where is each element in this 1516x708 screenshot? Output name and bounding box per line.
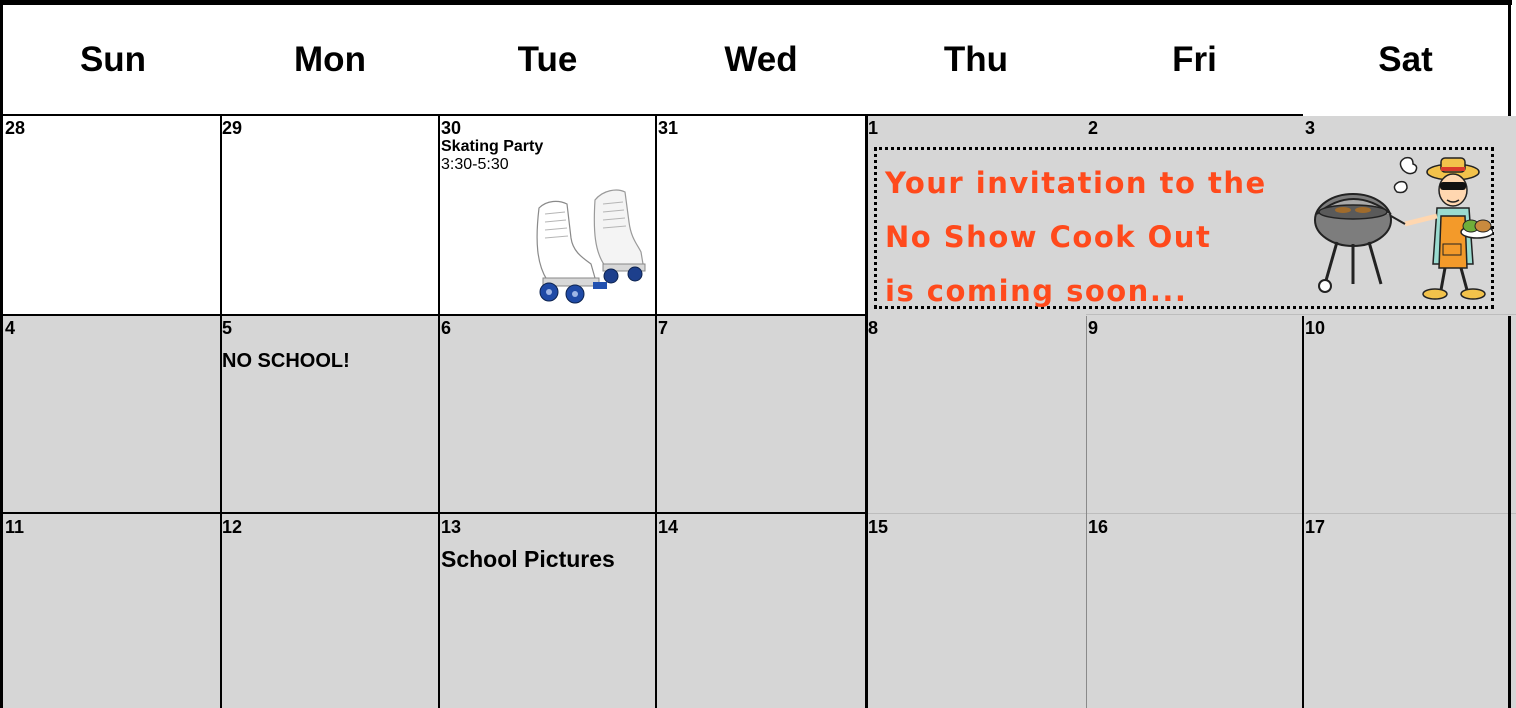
day-number: 3 [1305,118,1316,138]
column-divider-4 [865,116,868,708]
day-number: 8 [868,318,879,338]
cookout-banner-line-1: Your invitation to the [885,166,1267,200]
day-number: 16 [1088,517,1109,537]
event-skating-party-time: 3:30-5:30 [441,156,509,173]
week-1-divider-right [1086,314,1516,315]
column-divider-2 [438,116,440,708]
day-number: 14 [658,517,679,537]
day-number: 1 [868,118,879,138]
day-number: 5 [222,318,233,338]
week-2-divider-right [866,513,1516,514]
day-number: 17 [1305,517,1326,537]
column-divider-6 [1302,316,1304,708]
week-1-divider [3,314,867,316]
day-number: 28 [5,118,26,138]
weekday-thu: Thu [943,40,1009,79]
day-number: 30 [441,118,462,138]
day-number: 29 [222,118,243,138]
day-number: 31 [658,118,679,138]
bbq-chef-icon [1307,154,1493,306]
column-divider-3 [655,116,657,708]
column-divider-1 [220,116,222,708]
week-2-divider [3,512,867,514]
day-number: 2 [1088,118,1099,138]
weekday-sun: Sun [79,40,147,79]
header-divider [3,114,1303,116]
day-number: 11 [5,517,25,537]
weekday-tue: Tue [517,40,578,79]
event-skating-party-title: Skating Party [441,138,544,155]
day-number: 15 [868,517,889,537]
day-number: 7 [658,318,669,338]
day-number: 9 [1088,318,1099,338]
weekday-wed: Wed [724,40,798,79]
day-number: 6 [441,318,452,338]
event-school-pictures: School Pictures [441,546,615,572]
cookout-banner [874,147,1494,309]
event-no-school: NO SCHOOL! [222,350,350,372]
calendar-right-border [1508,0,1511,116]
weekday-fri: Fri [1172,40,1217,79]
column-divider-5 [1086,316,1087,708]
day-number: 13 [441,517,462,537]
day-number: 12 [222,517,243,537]
weekday-sat: Sat [1378,40,1433,79]
cookout-banner-line-3: is coming soon... [885,274,1188,308]
column-divider-7 [1508,316,1511,708]
day-number: 10 [1305,318,1326,338]
day-number: 4 [5,318,16,338]
roller-skates-icon [525,182,650,304]
weekday-mon: Mon [294,40,366,79]
cookout-banner-line-2: No Show Cook Out [885,220,1212,254]
week-1-past-days [3,116,866,316]
